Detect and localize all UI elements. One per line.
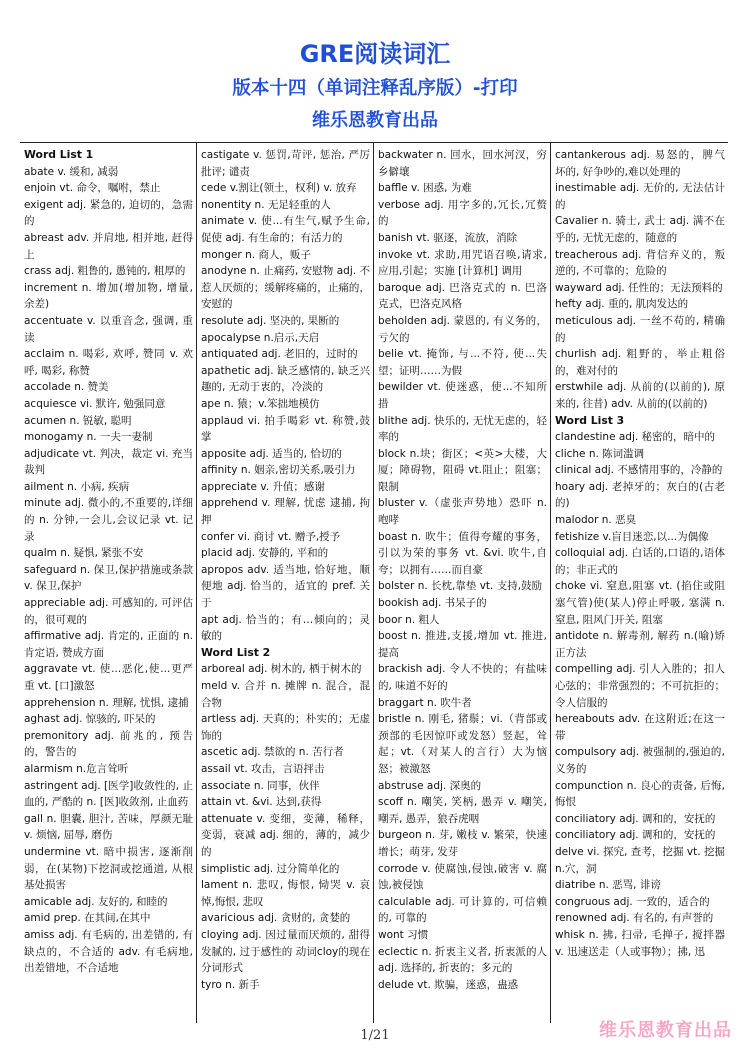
word-entry: fetishize v.盲目迷恋,以...为偶像 (555, 530, 709, 543)
word-entry: assail vt. 攻击，言语抨击 (201, 762, 325, 775)
word-entry: ape n. 猿；v.笨拙地模仿 (201, 397, 320, 410)
word-entry: belie vt. 掩饰, 与...不符, 使...失望；证明……为假 (378, 348, 547, 377)
word-entry: accentuate v. 以重音念, 强调, 重读 (24, 314, 193, 344)
word-entry: amicable adj. 友好的, 和睦的 (24, 895, 168, 908)
document-subtitle: 版本十四（单词注释乱序版）-打印 (232, 78, 518, 99)
word-entry: bolster n. 长枕,靠垫 vt. 支持,鼓励 (378, 580, 543, 593)
word-entry: meld v. 合并 n. 摊牌 n. 混合，混合物 (201, 680, 370, 709)
word-entry: blithe adj. 快乐的, 无忧无虑的，轻率的 (378, 414, 547, 444)
page-number: 1/21 (360, 1028, 390, 1043)
word-entry: backwater n. 回水，回水河汊，穷乡僻壤 (378, 149, 547, 178)
word-entry: undermine vt. 暗中损害, 逐渐削弱，在(某物)下挖洞或挖通道, 从根基处损害 (24, 845, 193, 892)
word-entry: monogamy n. 一夫一妻制 (24, 431, 153, 444)
word-entry: minute adj. 微小的,不重要的,详细的 n. 分钟,一会儿,会议记录 vt. 记录 (24, 497, 193, 543)
word-entry: congruous adj. 一致的，适合的 (555, 895, 710, 908)
word-entry: artless adj. 天真的；朴实的；无虚饰的 (201, 713, 370, 742)
word-entry: anodyne n. 止痛药, 安慰物 adj. 不惹人厌烦的；缓解疼痛的，止痛的，安慰的 (201, 265, 370, 311)
word-entry: attenuate v. 变细，变薄，稀释，变弱，衰减 adj. 细的，薄的，减少的 (201, 812, 370, 858)
document-title: GRE阅读词汇 (299, 40, 451, 68)
word-entry: choke vi. 窒息,阻塞 vt. (掐住或阻塞气管)使(某人)停止呼吸, 塞满 n. 窒息, 阻风门开关, 阻塞 (555, 580, 725, 626)
word-entry: ailment n. 小病, 疾病 (24, 480, 130, 493)
word-entry: corrode v. 使腐蚀,侵蚀,破害 v. 腐蚀,被侵蚀 (378, 862, 547, 892)
word-entry: treacherous adj. 背信弃义的，叛逆的, 不可靠的；危险的 (555, 248, 725, 278)
word-entry: adjudicate vt. 判决，裁定 vi. 充当裁判 (24, 447, 193, 477)
publisher-watermark: 维乐恩教育出品 (599, 1020, 732, 1041)
word-entry: apposite adj. 适当的, 恰切的 (201, 447, 342, 460)
word-entry: alarmism n.危言耸听 (24, 762, 129, 775)
word-entry: nonentity n. 无足轻重的人 (201, 198, 331, 211)
word-entry: attain vt. &vi. 达到,获得 (201, 796, 322, 809)
word-entry: erstwhile adj. 从前的(以前的), 原来的, 往昔) adv. 从前的(以前的) (555, 381, 725, 410)
word-entry: delude vt. 欺骗，迷惑，蛊惑 (378, 978, 519, 991)
word-entry: tyro n. 新手 (201, 978, 260, 991)
word-entry: renowned adj. 有名的, 有声誉的 (555, 912, 714, 925)
word-entry: amid prep. 在其间,在其中 (24, 912, 151, 925)
word-entry: burgeon n. 芽, 嫩枝 v. 繁荣，快速增长；萌芽, 发芽 (378, 829, 547, 858)
word-entry: boast n. 吹牛；值得夸耀的事务，引以为荣的事务 vt. &vi. 吹牛,自夸；以拥有……而自豪 (378, 530, 547, 576)
word-entry: abstruse adj. 深奥的 (378, 779, 482, 792)
word-entry: conciliatory adj. 调和的，安抚的 (555, 829, 716, 842)
word-entry: meticulous adj. 一丝不苟的, 精确的 (555, 314, 725, 344)
word-entry: diatribe n. 恶骂, 诽谤 (555, 879, 661, 892)
vocabulary-columns (20, 142, 728, 1023)
word-entry: conciliatory adj. 调和的，安抚的 (555, 812, 716, 825)
word-entry: compelling adj. 引人入胜的；扣人心弦的；非常强烈的；不可抗拒的；令人信服的 (555, 663, 725, 709)
word-entry: wayward adj. 任性的；无法预料的 (555, 281, 723, 294)
word-entry: baffle v. 困惑, 为难 (378, 182, 472, 195)
word-entry: astringent adj. [医学]收敛性的, 止血的, 严酷的 n. [医]收敛剂, 止血药 (24, 779, 193, 809)
word-entry: applaud vi. 拍手喝彩 vt. 称赞,鼓掌 (201, 414, 370, 444)
word-entry: wont 习惯 (378, 928, 429, 941)
word-entry: whisk n. 拂, 扫帚, 毛掸子, 搅拌器 v. 迅速送走（人或事物）；拂, 迅 (555, 928, 725, 958)
word-entry: invoke vt. 求助,用咒语召唤,请求,应用,引起；实施 [计算机] 调用 (378, 248, 547, 278)
column-4 (551, 143, 728, 1023)
word-entry: affinity n. 姻亲,密切关系,吸引力 (201, 464, 356, 477)
word-entry: abreast adv. 并肩地, 相并地, 赶得上 (24, 231, 193, 261)
word-entry: inestimable adj. 无价的, 无法估计的 (555, 182, 725, 211)
word-entry: safeguard n. 保卫,保护措施或条款 v. 保卫,保护 (24, 563, 193, 593)
word-entry: boor n. 粗人 (378, 613, 440, 626)
word-entry: accolade n. 赞美 (24, 381, 109, 394)
word-entry: clinical adj. 不感情用事的，冷静的 (555, 464, 723, 477)
word-entry: acumen n. 锐敏, 聪明 (24, 414, 132, 427)
word-entry: apprehend v. 理解, 忧虑 逮捕, 拘押 (201, 497, 370, 527)
word-entry: calculable adj. 可计算的, 可信赖的, 可靠的 (378, 895, 547, 925)
word-entry: bluster v.（虚张声势地）恐吓 n. 咆哮 (378, 497, 547, 527)
word-entry: compulsory adj. 被强制的,强迫的,义务的 (555, 746, 725, 775)
word-entry: hoary adj. 老掉牙的；灰白的(古老的) (555, 480, 725, 510)
word-entry: premonitory adj. 前兆的, 预告的，警告的 (24, 729, 193, 759)
word-entry: churlish adj. 粗野的，举止粗俗的，难对付的 (555, 348, 725, 377)
publisher-line: 维乐恩教育出品 (312, 110, 438, 131)
word-entry: hereabouts adv. 在这附近;在这一带 (555, 713, 725, 742)
word-entry: brackish adj. 令人不快的；有盐味的, 味道不好的 (378, 663, 547, 692)
word-entry: apathetic adj. 缺乏感情的, 缺乏兴趣的, 无动于衷的，冷淡的 (201, 364, 370, 394)
word-list-heading: Word List 3 (555, 413, 625, 427)
word-entry: acquiesce vi. 默许, 勉强同意 (24, 397, 166, 410)
word-entry: antiquated adj. 老旧的，过时的 (201, 348, 358, 361)
word-entry: placid adj. 安静的, 平和的 (201, 547, 329, 560)
word-entry: amiss adj. 有毛病的, 出差错的, 有缺点的，不合适的 adv. 有毛病地, 出差错地，不合适地 (24, 928, 193, 975)
word-list-heading: Word List 1 (24, 148, 94, 161)
word-entry: abate v. 缓和, 减弱 (24, 165, 119, 178)
word-entry: aggravate vt. 使...恶化,使...更严重 vt. [口]激怒 (24, 663, 193, 692)
word-entry: ascetic adj. 禁欲的 n. 苦行者 (201, 746, 344, 759)
word-entry: bookish adj. 书呆子的 (378, 597, 487, 610)
word-entry: verbose adj. 用字多的,冗长,冗赘的 (378, 198, 547, 228)
word-entry: aghast adj. 惊骇的, 吓呆的 (24, 713, 156, 726)
word-entry: crass adj. 粗鲁的, 愚钝的, 粗厚的 (24, 265, 186, 278)
word-entry: confer vi. 商讨 vt. 赠予,授予 (201, 530, 341, 543)
word-list-heading: Word List 2 (201, 645, 271, 659)
word-entry: simplistic adj. 过分简单化的 (201, 862, 340, 875)
word-entry: enjoin vt. 命令，嘱咐，禁止 (24, 182, 161, 195)
word-entry: compunction n. 良心的责备, 后悔,悔恨 (555, 779, 725, 809)
word-entry: cloying adj. 因过量而厌烦的, 甜得发腻的, 过于感性的 动词cloy的现在分词形式 (201, 928, 370, 975)
column-3 (374, 143, 551, 1023)
word-entry: antidote n. 解毒剂, 解药 n.(喻)矫正方法 (555, 630, 725, 659)
document-header (0, 38, 750, 136)
word-entry: cede v.割让(领土，权利) v. 放弃 (201, 182, 357, 195)
word-entry: animate v. 使...有生气,赋予生命,促使 adj. 有生命的；有活力的 (201, 215, 370, 244)
word-entry: monger n. 商人，贩子 (201, 248, 311, 261)
word-entry: beholden adj. 蒙恩的, 有义务的，亏欠的 (378, 314, 547, 344)
word-entry: exigent adj. 紧急的, 迫切的，急需的 (24, 198, 193, 228)
word-entry: boost n. 推进,支援,增加 vt. 推进,提高 (378, 630, 547, 659)
word-entry: apocalypse n.启示,天启 (201, 331, 320, 344)
word-entry: affirmative adj. 肯定的, 正面的 n. 肯定语, 赞成方面 (24, 630, 193, 659)
word-entry: clandestine adj. 秘密的，暗中的 (555, 431, 716, 444)
word-entry: Cavalier n. 骑士, 武士 adj. 满不在乎的, 无忧无虑的，随意的 (555, 215, 725, 244)
word-entry: lament n. 悲叹, 悔恨, 恸哭 v. 哀悼,悔恨, 悲叹 (201, 879, 370, 908)
word-entry: block n.块；街区；<英>大楼，大厦；障碍物，阻碍 vt.阻止；阻塞；限制 (378, 447, 547, 493)
word-entry: castigate v. 惩罚,苛评, 惩治, 严厉批评; 谴责 (201, 149, 370, 178)
word-entry: bewilder vt. 使迷惑，使...不知所措 (378, 381, 547, 410)
word-entry: scoff n. 嘲笑, 笑柄, 愚弄 v. 嘲笑, 嘲弄, 愚弄，狼吞虎咽 (378, 796, 547, 825)
word-entry: colloquial adj. 白话的,口语的,语体的；非正式的 (555, 547, 725, 576)
word-entry: appreciate v. 升值；感谢 (201, 480, 325, 493)
word-entry: cliche n. 陈词滥调 (555, 447, 645, 460)
word-entry: resolute adj. 坚决的, 果断的 (201, 314, 340, 327)
word-entry: gall n. 胆囊, 胆汁, 苦味，厚颜无耻 v. 烦恼, 屈辱, 磨伤 (24, 812, 193, 842)
word-entry: delve vi. 探究, 查考，挖掘 vt. 挖掘 n.穴，洞 (555, 845, 725, 875)
word-entry: hefty adj. 重的, 肌肉发达的 (555, 298, 689, 311)
word-entry: associate n. 同事，伙伴 (201, 779, 320, 792)
word-entry: qualm n. 疑惧, 紧张不安 (24, 547, 144, 560)
word-entry: braggart n. 吹牛者 (378, 696, 472, 709)
word-entry: acclaim n. 喝彩, 欢呼, 赞同 v. 欢呼, 喝彩, 称赞 (24, 348, 193, 377)
word-entry: apropos adv. 适当地, 恰好地，顺便地 adj. 恰当的，适宜的 pref. 关于 (201, 563, 370, 610)
column-2 (197, 143, 374, 1023)
word-entry: cantankerous adj. 易怒的，脾气坏的, 好争吵的,难以处理的 (555, 149, 725, 178)
word-entry: appreciable adj. 可感知的, 可评估的，很可观的 (24, 597, 193, 626)
word-entry: apt adj. 恰当的；有…倾向的；灵敏的 (201, 613, 370, 643)
word-entry: baroque adj. 巴洛克式的 n. 巴洛克式，巴洛克风格 (378, 281, 547, 311)
word-entry: arboreal adj. 树木的, 栖于树木的 (201, 663, 362, 676)
word-entry: increment n. 增加(增加物, 增量, 余差) (24, 281, 193, 311)
word-entry: apprehension n. 理解, 忧惧, 逮捕 (24, 696, 189, 709)
word-entry: avaricious adj. 贪财的, 贪婪的 (201, 912, 351, 925)
word-entry: eclectic n. 折衷主义者, 折衷派的人 adj. 选择的, 折衷的；多元的 (378, 945, 547, 975)
word-entry: malodor n. 恶臭 (555, 514, 637, 527)
word-entry: bristle n. 刚毛, 猪鬃；vi.（背部或颈部的毛因惊吓或发怒）竖起，耸起；vt.（对某人的言行）大为恼怒；被激怒 (378, 713, 547, 775)
word-entry: banish vt. 驱逐，流放，消除 (378, 231, 518, 244)
column-1 (20, 143, 197, 1023)
